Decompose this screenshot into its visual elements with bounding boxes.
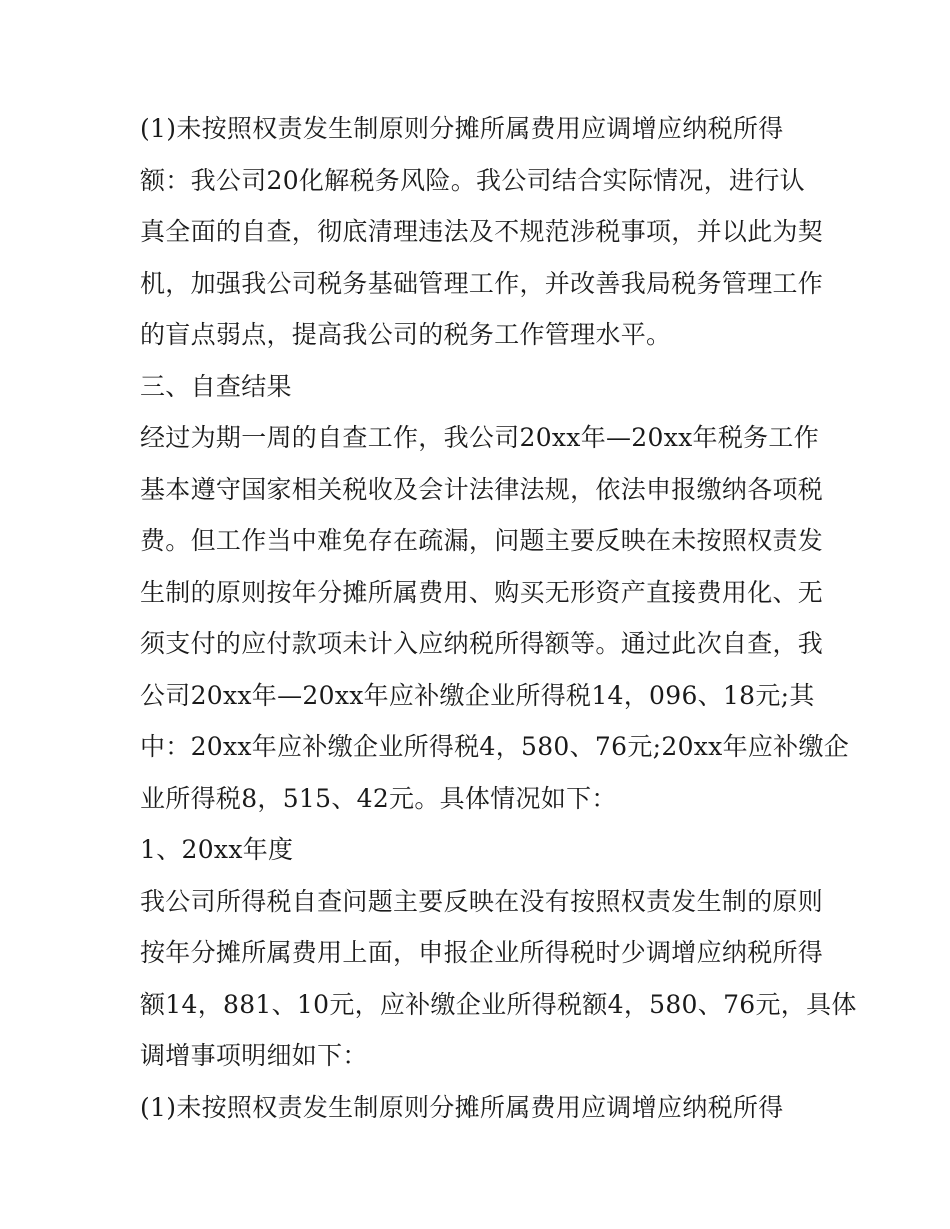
text-line: 中：20xx年应补缴企业所得税4，580、76元;20xx年应补缴企: [140, 732, 850, 761]
text-line: 我公司所得税自查问题主要反映在没有按照权责发生制的原则: [140, 886, 824, 916]
text-line: 的盲点弱点，提高我公司的税务工作管理水平。: [140, 320, 672, 349]
text-line: 按年分摊所属费用上面，申报企业所得税时少调增应纳税所得: [140, 938, 824, 967]
subsection-heading: 1、20xx年度: [140, 835, 294, 864]
text-line: 公司20xx年—20xx年应补缴企业所得税14，096、18元;其: [140, 680, 815, 710]
text-line: 经过为期一周的自查工作，我公司20xx年—20xx年税务工作: [140, 423, 820, 452]
text-line: 费。但工作当中难免存在疏漏，问题主要反映在未按照权责发: [140, 526, 824, 555]
text-line: (1)未按照权责发生制原则分摊所属费用应调增应纳税所得: [140, 114, 784, 143]
section-heading: 三、自查结果: [140, 371, 292, 401]
text-line: 生制的原则按年分摊所属费用、购买无形资产直接费用化、无: [140, 577, 824, 607]
document-body: [140, 103, 857, 1133]
text-line: (1)未按照权责发生制原则分摊所属费用应调增应纳税所得: [140, 1092, 784, 1122]
text-line: 额14，881、10元，应补缴企业所得税额4，580、76元，具体: [140, 989, 857, 1019]
text-line: 业所得税8，515、42元。具体情况如下：: [140, 783, 617, 813]
text-line: 须支付的应付款项未计入应纳税所得额等。通过此次自查，我: [140, 629, 824, 658]
text-line: 额：我公司20化解税务风险。我公司结合实际情况，进行认: [140, 165, 805, 195]
text-line: 调增事项明细如下：: [140, 1041, 368, 1070]
text-line: 基本遵守国家相关税收及会计法律法规，依法申报缴纳各项税: [140, 474, 824, 504]
text-line: 机，加强我公司税务基础管理工作，并改善我局税务管理工作: [140, 268, 824, 298]
text-line: 真全面的自查，彻底清理违法及不规范涉税事项，并以此为契: [140, 217, 824, 246]
